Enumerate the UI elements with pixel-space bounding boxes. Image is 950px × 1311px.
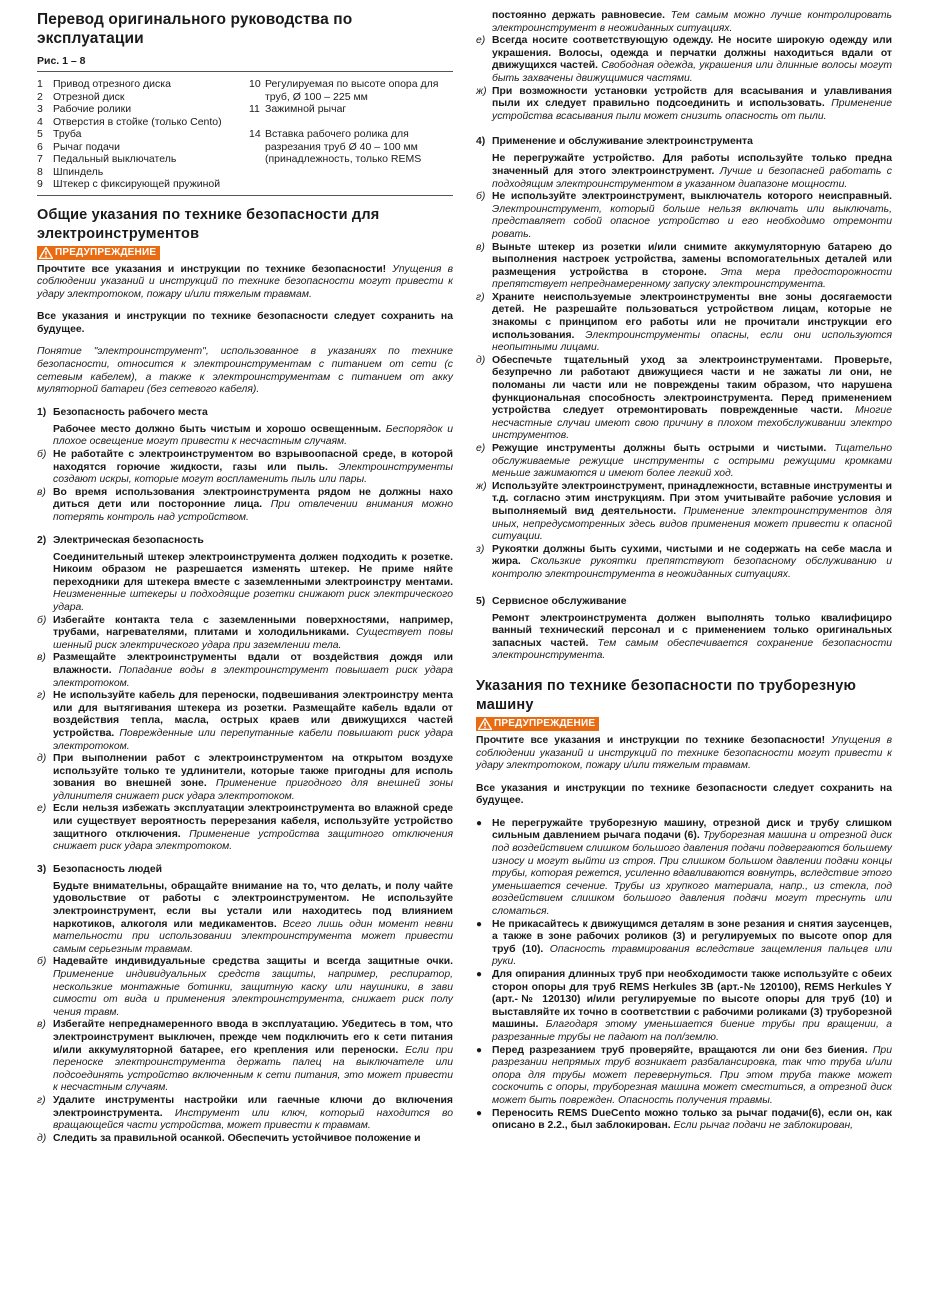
list-text — [492, 35, 892, 85]
list-item — [37, 1095, 453, 1133]
lead-italic-text: Лучше и безопасней работать с подходящим электроинструментом в указанном диапазоне мощности. — [492, 165, 892, 190]
legend-item — [37, 103, 249, 116]
legend-item — [37, 116, 249, 129]
item-bold-text: Не прикасайтесь к движущимся деталям в зоне резания и снятия заусенцев, а также в зоне рабочих роликов (3) и регулируемых по высоте опор для труб (10). — [492, 918, 892, 955]
general-definition: Понятие "электроинструмент", использованное в указаниях по технике безопасности, относится к электроинструментам с питанием от сети (с сетевым кабелем), а также к электроинструментам с питанием от акку муляторной батареи (без сетевого кабеля). — [37, 346, 453, 396]
legend-item — [37, 178, 249, 191]
lead-bold-text: Рабочее место должно быть чистым и хорошо освещенным. — [53, 423, 382, 435]
legend-number: 1 — [37, 78, 43, 90]
list-text — [53, 1095, 453, 1133]
list-item — [476, 355, 892, 443]
pipe-bullet-list — [476, 818, 892, 1133]
list-text — [53, 449, 453, 487]
list-text — [492, 355, 892, 443]
list-text — [492, 86, 892, 124]
legend-text: Регулируемая по высоте опора для труб, Ø 100 – 225 мм — [265, 78, 439, 103]
item-italic-text: Попадание воды в электроинструмент повышает риск удара электротоком. — [53, 664, 453, 689]
list-item — [476, 35, 892, 85]
item-italic-text: Если рычаг подачи не заблокирован, — [670, 1120, 854, 1132]
list-text — [492, 443, 892, 481]
list-item — [37, 487, 453, 525]
item-bold-text: Всегда носите соответствующую одежду. Не носите широкую одежду или украшения. Волосы, одежда и перчатки должны находиться вдали от движущихся частей. — [492, 35, 892, 72]
item-bold-text: постоянно держать равновесие. — [492, 10, 666, 21]
list-marker: г) — [37, 1094, 46, 1106]
legend-text: Привод отрезного диска — [53, 78, 171, 90]
list-text — [53, 487, 453, 525]
section-lead — [476, 153, 892, 191]
legend-number: 4 — [37, 115, 43, 128]
lead-italic-text: Неизмененные штекеры и подходящие розетки снижают риск электрического удара. — [53, 589, 453, 613]
legend-text: Шпиндель — [53, 165, 104, 178]
item-italic-text: Благодаря этому уменьшается биение трубы при вращении, а разрезанные трубы не падают на пол/землю. — [492, 1019, 892, 1043]
list-marker: ж) — [476, 480, 487, 492]
item-bold-text: Для опирания длинных труб при необходимости также используйте с обеих сторон опоры для труб REMS Herkules 3B (арт.-№ 120100), REMS Herkules Y (арт.-№ 120130) и/или регулируемые по высоте опоры для труб (10) и выставляйте их точно в соответствии с рабочими роликами (3) труборезной машины. — [492, 969, 892, 1031]
list-text — [53, 1133, 453, 1146]
list-marker: д) — [476, 354, 486, 366]
legend-text: Педальный выключатель — [53, 153, 177, 165]
item-italic-text: Электроинструменты создают искры, которые могут воспламенить пыль или пары. — [53, 461, 454, 486]
item-italic-text: Электроинструменты опасны, если они используются неопытными лицами. — [492, 329, 892, 354]
bullet-item — [476, 1045, 892, 1108]
list-marker: д) — [37, 1132, 47, 1144]
list-marker: е) — [37, 803, 47, 815]
legend-number: 10 — [249, 78, 261, 90]
list-item — [37, 449, 453, 487]
warning-label: ПРЕДУПРЕЖДЕНИЕ — [55, 246, 157, 258]
section-heading — [37, 534, 453, 547]
list-text — [53, 615, 453, 653]
section-title: Применение и обслуживание электроинструмента — [492, 136, 753, 148]
legend-text: Штекер с фиксирующей пружиной — [53, 178, 221, 190]
legend-item — [249, 128, 453, 166]
list-item — [476, 242, 892, 292]
item-bold-text: Не работайте с электроинструментом во взрывоопасной среде, в которой находятся горючие жидкости, газы или пыль. — [53, 449, 453, 473]
bullet-item — [476, 969, 892, 1045]
bullet-item — [476, 818, 892, 919]
list-marker: в) — [37, 486, 46, 498]
item-italic-text: Применение электроинструментов для иных, непредусмотренных здесь видов применения может привести к опасной ситуации. — [492, 505, 892, 543]
section-title: Электрическая безопасность — [53, 534, 204, 546]
list-text — [492, 242, 892, 292]
bullet-text — [492, 919, 892, 969]
general-keep-note: Все указания и инструкции по технике безопасности следует сохранить на будущее. — [37, 311, 453, 335]
list-marker: б) — [476, 191, 486, 203]
general-safety-heading: Общие указания по технике безопасности для электроинструментов — [37, 206, 380, 242]
warning-label: ПРЕДУПРЕЖДЕНИЕ — [494, 717, 596, 729]
item-italic-text: Применение индивидуальных средств защиты, например, респиратор, нескользкие монтажные ботинки, защитную каску или наушники, в зави симости от вида и применения электроинструмента, снижает риск полу чения травм. — [53, 969, 453, 1018]
list-marker — [476, 10, 492, 35]
section-number: 1) — [37, 406, 47, 418]
list-marker: ж) — [476, 85, 487, 97]
item-italic-text: Инструмент или ключ, который находится во вращающейся части устройства, может привести к травмам. — [53, 1107, 453, 1132]
list-item — [37, 690, 453, 753]
item-bold-text: Размещайте электроинструменты вдали от воздействия дождя или влажности. — [53, 652, 453, 676]
list-text — [492, 292, 892, 355]
legend-item — [37, 153, 249, 166]
bullet-dot-icon: ● — [476, 969, 483, 980]
warning-triangle-icon — [478, 718, 492, 730]
bullet-text — [492, 969, 892, 1045]
item-italic-text: Применение устройства всасывания пыли может снизить опасность от пыли. — [492, 98, 892, 122]
legend-number: 8 — [37, 165, 43, 178]
figure-label: Рис. 1 – 8 — [37, 55, 86, 67]
item-italic-text: Тем самым можно лучше контролировать электроинструмент в неожиданных ситуациях. — [492, 10, 893, 34]
section-number: 3) — [37, 863, 47, 875]
item-bold-text: При возможности установки устройств для всасывания и улавливания пыли их следует правильно подсоединить и использовать. — [492, 85, 892, 110]
legend-number: 9 — [37, 178, 43, 190]
list-marker: в) — [37, 652, 46, 664]
general-intro: Прочтите все указания и инструкции по технике безопасности! Упущения в соблюдении указаний и инструкций по технике безопасности могут привести к удару электротоком, пожару и/или тяжелым травмам. — [37, 263, 453, 300]
bullet-text — [492, 1108, 892, 1133]
right-column — [476, 10, 892, 1133]
legend-text: Отрезной диск — [53, 90, 125, 103]
legend-number: 11 — [249, 103, 260, 115]
item-bold-text: Следить за правильной осанкой. Обеспечить устойчивое положение и — [53, 1132, 421, 1144]
list-text — [492, 481, 892, 544]
section-lead — [37, 881, 453, 957]
legend-text: Труба — [53, 128, 82, 140]
legend-left-column — [37, 78, 249, 191]
list-marker: в) — [476, 241, 485, 253]
list-item — [37, 1133, 453, 1146]
section-lead — [37, 424, 453, 449]
list-marker: б) — [37, 956, 47, 968]
section-heading — [476, 135, 892, 148]
item-bold-text: Обеспечьте тщательный уход за электроинструментами. Проверьте, безупречно ли работают движущиеся части и не зажаты ли они, не поломаны ли части или не повреждены таким образом, что нарушена функциональная способность электроинструмента. Перед применением устройства следует отремонтировать поврежденные части. — [492, 354, 892, 417]
item-italic-text: При отвлечении внимания можно потерять контроль над устройством. — [53, 499, 453, 523]
legend-number: 6 — [37, 140, 43, 153]
bullet-dot-icon: ● — [476, 1044, 483, 1056]
lead-bold-text: Соединительный штекер электроинструмента должен подходить к розетке. Никоим образом не разрешается изменять штекер. Не приме няйте переходники для штекера вместе с заземленными электроинстру ментами. — [53, 551, 453, 588]
section-title: Безопасность людей — [53, 863, 163, 875]
item-bold-text: Во время использования электроинструмента рядом не должны нахо диться дети или посторонние лица. — [53, 486, 453, 511]
item-italic-text: При разрезании непрямых труб возникает разбалансировка, так что труба и/или опора для трубы может перевернуться. При этом труба также может соскочить с опоры, труборезная машина может сместиться, а отрезной диск может быть поврежден. Опасность получения травмы. — [492, 1044, 892, 1106]
bullet-dot-icon: ● — [476, 817, 483, 829]
item-bold-text: Не перегружайте труборезную машину, отрезной диск и трубу слишком сильным давлением рычага подачи (6). — [492, 817, 892, 842]
lead-bold-text: Не перегружайте устройство. Для работы используйте только предна значенный для этого электроинструмент. — [492, 153, 892, 177]
item-italic-text: Эта мера предосторожности препятствует непреднамеренному запуску электроинструмента. — [492, 266, 892, 291]
item-italic-text: Многие несчастные случаи имеют свою причину в плохом техобслуживании электро инструментов. — [492, 405, 892, 442]
section-title: Сервисное обслуживание — [492, 595, 627, 607]
item-italic-text: Применение пригодного для внешней зоны удлинителя снижает риск удара электротоком. — [53, 778, 453, 802]
list-marker: б) — [37, 449, 47, 461]
item-italic-text: Опасность травмирования вследствие защемления пальцев или руки. — [492, 943, 892, 968]
item-bold-text: Выньте штекер из розетки и/или снимите аккумуляторную батарею до выполнения настроек устройства, замены вспомогательных деталей или размещения устройства в стороне. — [492, 241, 892, 278]
legend-text: Вставка рабочего ролика для разрезания труб Ø 40 – 100 мм (принадлежность, только REMS — [265, 128, 422, 165]
item-bold-text: Рукоятки должны быть сухими, чистыми и не содержать на себе масла и жира. — [492, 543, 892, 568]
list-marker: е) — [476, 35, 486, 47]
item-bold-text: Если нельзя избежать эксплуатации электроинструмента во влажной среде или существует вероятность перерезания кабеля, используйте устройство защитного отключения. — [53, 803, 453, 840]
item-bold-text: Избегайте непреднамеренного ввода в эксплуатацию. Убедитесь в том, что электроинструмент выключен, прежде чем подключить его к сети питания и/или аккумуляторной батарее, его крепления или переноски. — [53, 1019, 453, 1056]
left-column — [37, 10, 453, 1145]
list-item — [476, 10, 892, 35]
legend-item — [37, 78, 249, 91]
divider — [37, 195, 453, 196]
list-item — [37, 803, 453, 853]
list-text — [53, 956, 453, 1019]
section-number: 2) — [37, 534, 47, 546]
pipe-safety-heading: Указания по технике безопасности по труборезную машину — [476, 677, 857, 713]
list-marker: з) — [476, 543, 485, 555]
list-item — [476, 544, 892, 582]
item-italic-text: Тщательно обслуживаемые режущие инструменты с острыми режущими кромками меньше зажимаются и имеют более легкий ход. — [492, 443, 892, 480]
item-bold-text: Перед разрезанием труб проверяйте, вращаются ли они без биения. — [492, 1044, 868, 1056]
section-heading — [37, 406, 453, 419]
list-marker: б) — [37, 614, 47, 626]
legend-item — [37, 91, 249, 104]
list-marker: в) — [37, 1019, 46, 1031]
list-text — [53, 652, 453, 690]
legend-number: 14 — [249, 128, 261, 140]
list-item — [476, 292, 892, 355]
item-italic-text: Свободная одежда, украшения или длинные волосы могут быть захвачены движущимися частями. — [492, 60, 892, 84]
list-item — [476, 481, 892, 544]
legend-item — [37, 141, 249, 154]
legend-number: 3 — [37, 103, 43, 115]
legend-text: Зажимной рычаг — [265, 103, 347, 115]
list-item — [476, 191, 892, 241]
warning-badge — [37, 246, 160, 260]
figure-legend — [37, 78, 453, 191]
legend-item — [249, 103, 453, 116]
item-italic-text: Скользкие рукоятки препятствуют безопасному обслуживанию и контролю электроинструмента в неожиданных ситуациях. — [492, 556, 892, 580]
item-italic-text: Существует повы шенный риск электрического удара при заземлении тела. — [53, 627, 453, 651]
item-bold-text: При выполнении работ с электроинструментом на открытом воздухе используйте только те удлинители, которые также пригодны для исполь зования во внешней зоне. — [53, 753, 453, 790]
legend-item — [37, 166, 249, 179]
list-item — [37, 615, 453, 653]
section-heading — [476, 595, 892, 608]
legend-text: Рычаг подачи — [53, 140, 120, 153]
list-text — [492, 191, 892, 241]
left-sections — [37, 406, 453, 1145]
list-marker: г) — [476, 291, 485, 303]
divider — [37, 71, 453, 72]
item-bold-text: Удалите инструменты настройки или гаечные ключи до включения электроинструмента. — [53, 1094, 453, 1119]
right-sections — [476, 135, 892, 663]
section-number: 5) — [476, 595, 486, 607]
item-italic-text: Применение устройства защитного отключения снижает риск удара электротоком. — [53, 828, 454, 853]
warning-badge — [476, 717, 599, 731]
section-number: 4) — [476, 136, 486, 148]
bullet-text — [492, 1045, 892, 1108]
legend-text: Отверстия в стойке (только Cento) — [53, 115, 222, 128]
item-bold-text: Режущие инструменты должны быть острыми и чистыми. — [492, 443, 827, 454]
list-text — [53, 753, 453, 803]
item-bold-text: Надевайте индивидуальные средства защиты и всегда защитные очки. — [53, 956, 453, 968]
list-item — [37, 753, 453, 803]
list-item — [37, 1019, 453, 1095]
document-title: Перевод оригинального руководства по эксплуатации — [37, 11, 353, 47]
item-bold-text: Избегайте контакта тела с заземленными поверхностями, например, трубами, нагревателями, плитами и холодильниками. — [53, 614, 453, 639]
lead-bold-text: Будьте внимательны, обращайте внимание на то, что делать, и полу чайте удовольствие от работы с электроинструментом. Не используйте электроинструмент, если вы устали или находитесь под влиянием наркотиков, алкоголя или медикаментов. — [53, 880, 453, 930]
warning-triangle-icon — [39, 247, 53, 259]
item-italic-text: Труборезная машина и отрезной диск под воздействием слишком большого давления подачи подвергаются большему износу и могут выйти из строя. При слишком большом давлении подачи концы трубы, которая режется, усиленно вдавливаются вовнутрь, вследствие этого уменьшается сечение. Трубы из хрупкого материала, напр., из стекла, под воздействием слишком большого давления подачи могут треснуть или сломаться. — [492, 830, 892, 918]
lead-bold-text: Ремонт электроинструмента должен выполнять только квалифициро ванный технический персонал и с применением только оригинальных запасных частей. — [492, 612, 892, 649]
list-item — [476, 86, 892, 124]
list-text — [492, 544, 892, 582]
list-item — [37, 652, 453, 690]
legend-number: 5 — [37, 128, 43, 140]
legend-right-column — [249, 78, 453, 191]
list-item — [37, 956, 453, 1019]
legend-item — [37, 128, 249, 141]
right-top-items — [476, 10, 892, 123]
item-bold-text: Не используйте электроинструмент, выключатель которого неисправный. — [492, 191, 892, 203]
list-text — [53, 803, 453, 853]
bullet-dot-icon: ● — [476, 918, 483, 930]
item-bold-text: Не используйте кабель для переноски, подвешивания электроинстру мента или для вытягивания штекера из розетки. Размещайте кабель вдали от воздействия тепла, масла, острых краев или движущихся частей устройства. — [53, 690, 453, 739]
bullet-dot-icon: ● — [476, 1107, 483, 1119]
legend-number: 2 — [37, 90, 43, 103]
list-marker: е) — [476, 443, 486, 454]
lead-italic-text: Беспорядок и плохое освещение могут привести к несчастным случаям. — [53, 423, 453, 448]
pipe-intro: Прочтите все указания и инструкции по технике безопасности! Упущения в соблюдении указаний и инструкций по технике безопасности могут привести к удару электротоком, пожару и/или тяжелым травмам. — [476, 734, 892, 772]
bullet-item — [476, 919, 892, 969]
legend-text: Рабочие ролики — [53, 103, 132, 115]
section-heading — [37, 863, 453, 876]
list-text — [492, 10, 892, 35]
list-text — [53, 690, 453, 753]
list-marker: г) — [37, 690, 46, 702]
section-title: Безопасность рабочего места — [53, 406, 208, 418]
item-bold-text: Используйте электроинструмент, принадлежности, вставные инструменты и т.д. согласно этим инструкциям. При этом учитывайте рабочие условия и выполняемый вид деятельности. — [492, 480, 892, 517]
item-bold-text: Храните неиспользуемые электроинструменты вне зоны досягаемости детей. Не разрешайте пользоваться устройством лицам, которые не знакомы с принципом его работы или не прочитали инструкции его использования. — [492, 291, 892, 341]
item-italic-text: Поврежденные или перепутанные кабели повышают риск удара электротоком. — [53, 727, 453, 752]
item-italic-text: Электроинструмент, который больше нельзя включать или выключать, представляет собой опасное устройство и его необходимо отремонти ровать. — [492, 203, 892, 240]
bullet-item — [476, 1108, 892, 1133]
lead-italic-text: Тем самым обеспечивается сохранение безопасности электроинструмента. — [492, 637, 892, 662]
legend-item — [249, 78, 453, 103]
list-text — [53, 1019, 453, 1095]
list-marker: д) — [37, 753, 47, 765]
section-lead — [37, 552, 453, 615]
pipe-keep-note: Все указания и инструкции по технике безопасности следует сохранить на будущее. — [476, 782, 892, 807]
item-italic-text: Если при переноске электроинструмента держать палец на выключателе или подсоединять устройство включенным к сети питания, это может привести к несчастным случаям. — [53, 1044, 453, 1094]
legend-number: 7 — [37, 153, 43, 165]
bullet-text — [492, 818, 892, 919]
list-item — [476, 443, 892, 481]
item-bold-text: Переносить REMS DueCento можно только за рычаг подачи(6), если он, как описано в 2.2., был заблокирован. — [492, 1107, 892, 1132]
section-lead — [476, 613, 892, 663]
lead-italic-text: Всего лишь один момент невни мательности при использовании электроинструмента может привести самым серьезным травмам. — [53, 918, 453, 955]
